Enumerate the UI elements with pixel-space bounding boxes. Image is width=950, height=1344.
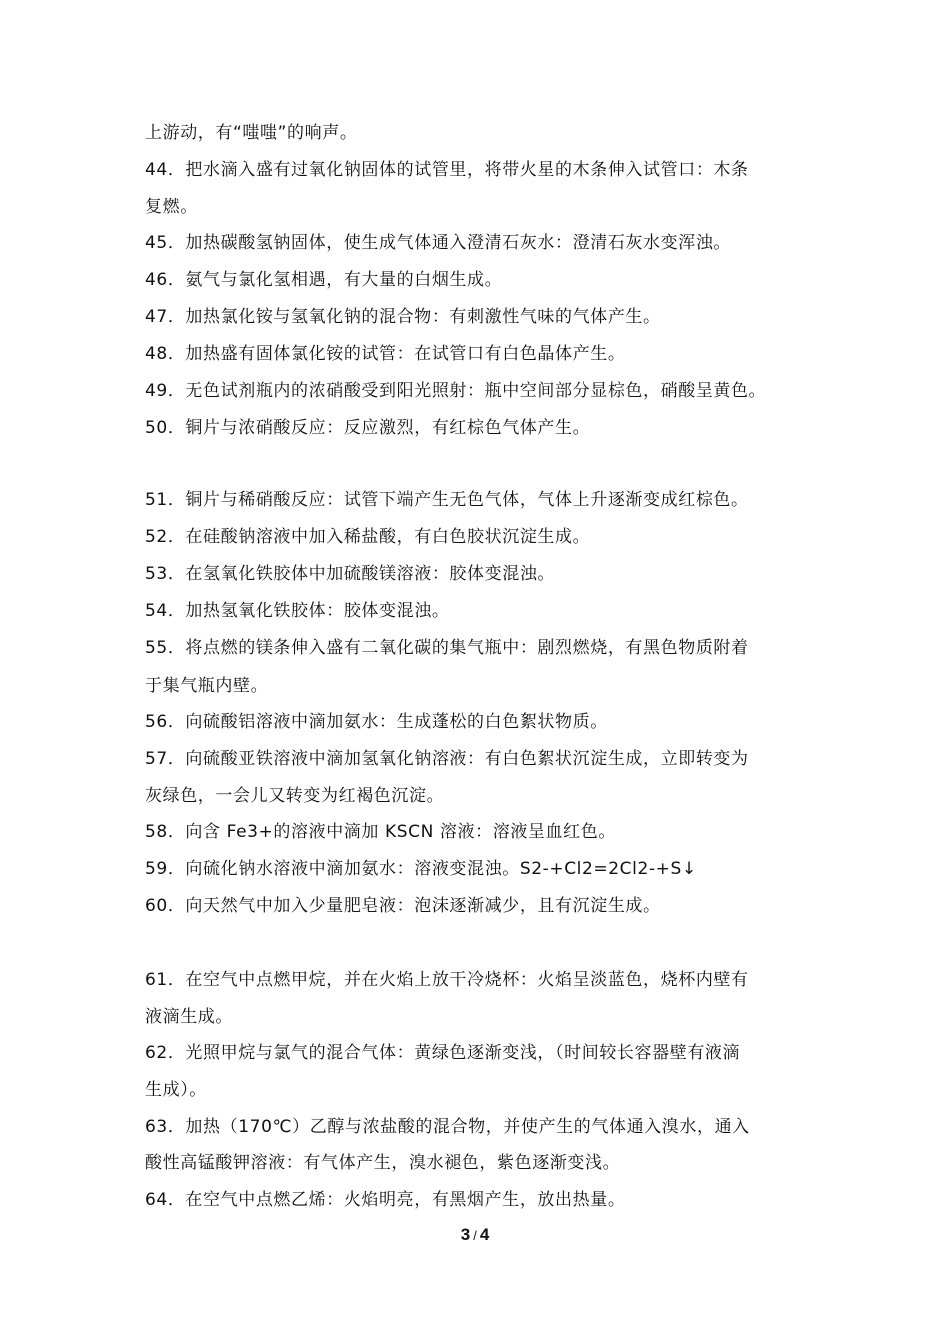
text-line-item-45: 45．加热碳酸氢钠固体，使生成气体通入澄清石灰水：澄清石灰水变浑浊。 (145, 233, 732, 253)
text-line-item-64: 64．在空气中点燃乙烯：火焰明亮，有黑烟产生，放出热量。 (145, 1190, 626, 1210)
text-line-item-63: 63．加热（170℃）乙醇与浓盐酸的混合物，并使产生的气体通入溴水，通入 (145, 1117, 750, 1137)
text-line: 复燃。 (145, 197, 198, 217)
text-line-item-47: 47．加热氯化铵与氢氧化钠的混合物：有刺激性气味的气体产生。 (145, 307, 661, 327)
text-line-item-44: 44．把水滴入盛有过氧化钠固体的试管里，将带火星的木条伸入试管口：木条 (145, 160, 749, 180)
page-number-current: 3 (460, 1225, 471, 1244)
text-line-item-54: 54．加热氢氧化铁胶体：胶体变混浊。 (145, 601, 450, 621)
text-line-item-55: 55．将点燃的镁条伸入盛有二氧化碳的集气瓶中：剧烈燃烧，有黑色物质附着 (145, 638, 749, 658)
text-line: 酸性高锰酸钾溶液：有气体产生，溴水褪色，紫色逐渐变浅。 (145, 1153, 621, 1173)
text-line-item-59: 59．向硫化钠水溶液中滴加氨水：溶液变混浊。S2-+Cl2=2Cl2-+S↓ (145, 859, 697, 879)
text-line-item-60: 60．向天然气中加入少量肥皂液：泡沫逐渐减少，且有沉淀生成。 (145, 896, 661, 916)
text-line: 液滴生成。 (145, 1007, 233, 1027)
text-line: 上游动，有“嗤嗤”的响声。 (145, 123, 358, 143)
text-line-item-51: 51．铜片与稀硝酸反应：试管下端产生无色气体，气体上升逐渐变成红棕色。 (145, 490, 749, 510)
text-line: 生成）。 (145, 1080, 207, 1100)
page-number-total: 4 (479, 1225, 490, 1244)
text-line-item-58: 58．向含 Fe3+的溶液中滴加 KSCN 溶液：溶液呈血红色。 (145, 822, 616, 842)
text-line-item-53: 53．在氢氧化铁胶体中加硫酸镁溶液：胶体变混浊。 (145, 564, 556, 584)
text-line-item-56: 56．向硫酸铝溶液中滴加氨水：生成蓬松的白色絮状物质。 (145, 712, 608, 732)
text-line-item-49: 49．无色试剂瓶内的浓硝酸受到阳光照射：瓶中空间部分显棕色，硝酸呈黄色。 (145, 381, 767, 401)
page-number (0, 1225, 950, 1245)
page-number-separator: / (473, 1228, 477, 1243)
text-line-item-61: 61．在空气中点燃甲烷，并在火焰上放干冷烧杯：火焰呈淡蓝色，烧杯内壁有 (145, 970, 749, 990)
text-line-item-57: 57．向硫酸亚铁溶液中滴加氢氧化钠溶液：有白色絮状沉淀生成，立即转变为 (145, 749, 749, 769)
text-line-item-48: 48．加热盛有固体氯化铵的试管：在试管口有白色晶体产生。 (145, 344, 626, 364)
text-line-item-50: 50．铜片与浓硝酸反应：反应激烈，有红棕色气体产生。 (145, 418, 591, 438)
text-line: 灰绿色，一会儿又转变为红褐色沉淀。 (145, 786, 445, 806)
text-line-item-52: 52．在硅酸钠溶液中加入稀盐酸，有白色胶状沉淀生成。 (145, 527, 591, 547)
text-line-item-46: 46．氨气与氯化氢相遇，有大量的白烟生成。 (145, 270, 503, 290)
text-line-item-62: 62．光照甲烷与氯气的混合气体：黄绿色逐渐变浅，（时间较长容器壁有液滴 (145, 1043, 741, 1063)
text-line: 于集气瓶内壁。 (145, 676, 269, 696)
